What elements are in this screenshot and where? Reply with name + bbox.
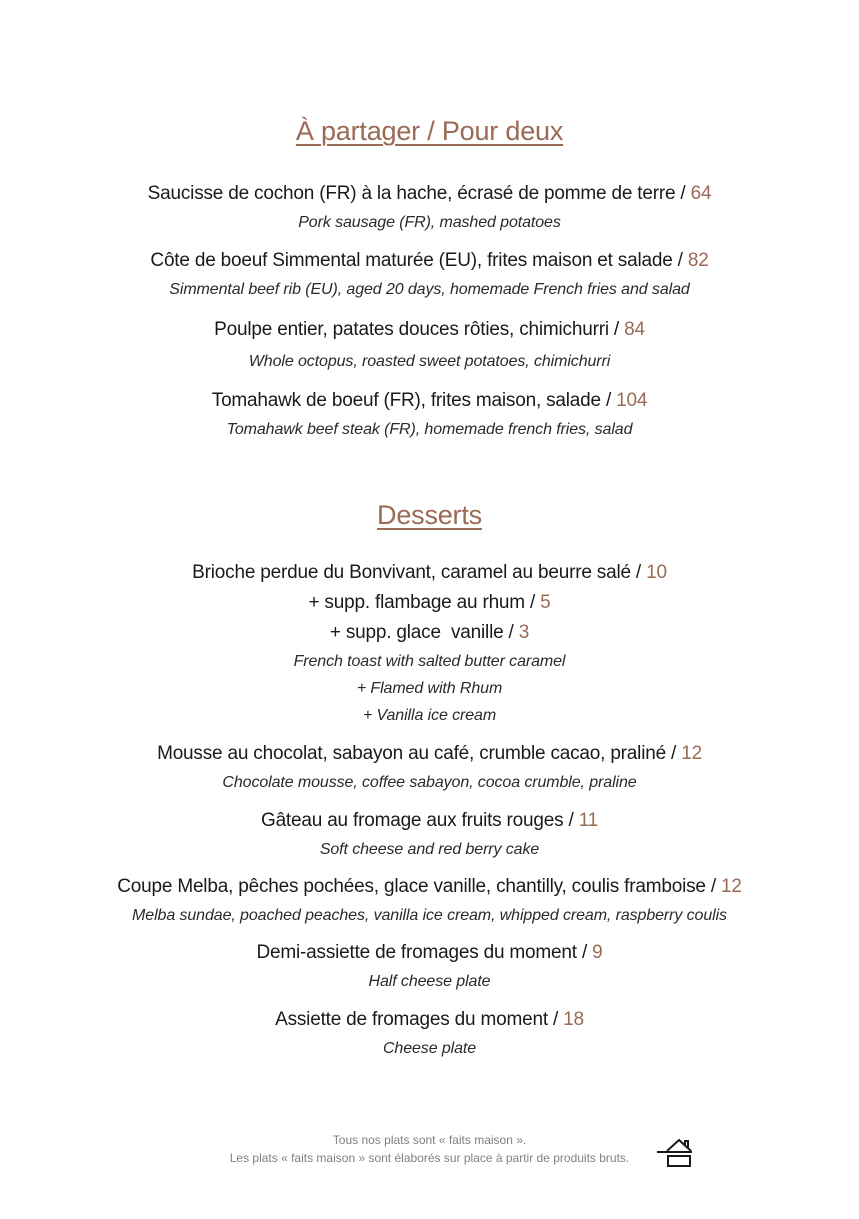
dish-price: 64 [690,183,712,204]
dish-description: + Flamed with Rhum [356,680,503,697]
dish-name: Brioche perdue du Bonvivant, caramel au beurre salé / 10 [192,562,667,583]
dish-price: 104 [616,390,648,411]
dish-description: Pork sausage (FR), mashed potatoes [298,214,561,231]
dish-description: French toast with salted butter caramel [293,653,566,670]
dish-name: Saucisse de cochon (FR) à la hache, écrasé de pomme de terre / 64 [147,183,712,204]
footer-line-1: Tous nos plats sont « faits maison ». [332,1133,527,1147]
dish-description: Tomahawk beef steak (FR), homemade french fries, salad [226,421,633,438]
dish-price: 12 [721,876,742,897]
supplement-line: + supp. flambage au rhum / 5 [308,592,551,613]
supplement-price: 3 [518,622,530,643]
dish-description: Soft cheese and red berry cake [319,841,540,858]
dish-description: Simmental beef rib (EU), aged 20 days, homemade French fries and salad [169,281,690,298]
dish-name: Assiette de fromages du moment / 18 [275,1009,584,1030]
dish-name: Demi-assiette de fromages du moment / 9 [256,942,603,963]
section-title-desserts: Desserts [377,500,482,530]
dish-price: 18 [563,1009,584,1030]
supplement-line: + supp. glace vanille / 3 [329,622,530,643]
dish-price: 82 [687,250,709,271]
dish-description: Chocolate mousse, coffee sabayon, cocoa crumble, praline [222,774,637,791]
dish-price: 9 [592,942,603,963]
dish-name: Poulpe entier, patates douces rôties, chimichurri / 84 [214,319,645,340]
dish-description: Whole octopus, roasted sweet potatoes, chimichurri [248,353,611,370]
dish-description: Half cheese plate [368,973,491,990]
dish-price: 10 [646,562,667,583]
dish-description: Melba sundae, poached peaches, vanilla ice cream, whipped cream, raspberry coulis [132,907,727,924]
dish-name: Gâteau au fromage aux fruits rouges / 11 [260,810,599,831]
fait-maison-logo-icon [656,1137,694,1169]
dish-name: Côte de boeuf Simmental maturée (EU), frites maison et salade / 82 [150,250,709,271]
footer-line-2: Les plats « faits maison » sont élaborés sur place à partir de produits bruts. [229,1151,630,1165]
dish-name: Mousse au chocolat, sabayon au café, crumble cacao, praliné / 12 [157,743,702,764]
dish-name: Coupe Melba, pêches pochées, glace vanille, chantilly, coulis framboise / 12 [117,876,742,897]
dish-name: Tomahawk de boeuf (FR), frites maison, salade / 104 [211,390,648,411]
dish-price: 11 [578,810,599,831]
dish-price: 12 [681,743,702,764]
footer-note [0,1131,859,1167]
dish-description: Cheese plate [382,1040,477,1057]
dish-description: + Vanilla ice cream [362,707,497,724]
supplement-price: 5 [540,592,551,613]
section-title-a-partager: À partager / Pour deux [295,116,564,146]
dish-price: 84 [624,319,645,340]
